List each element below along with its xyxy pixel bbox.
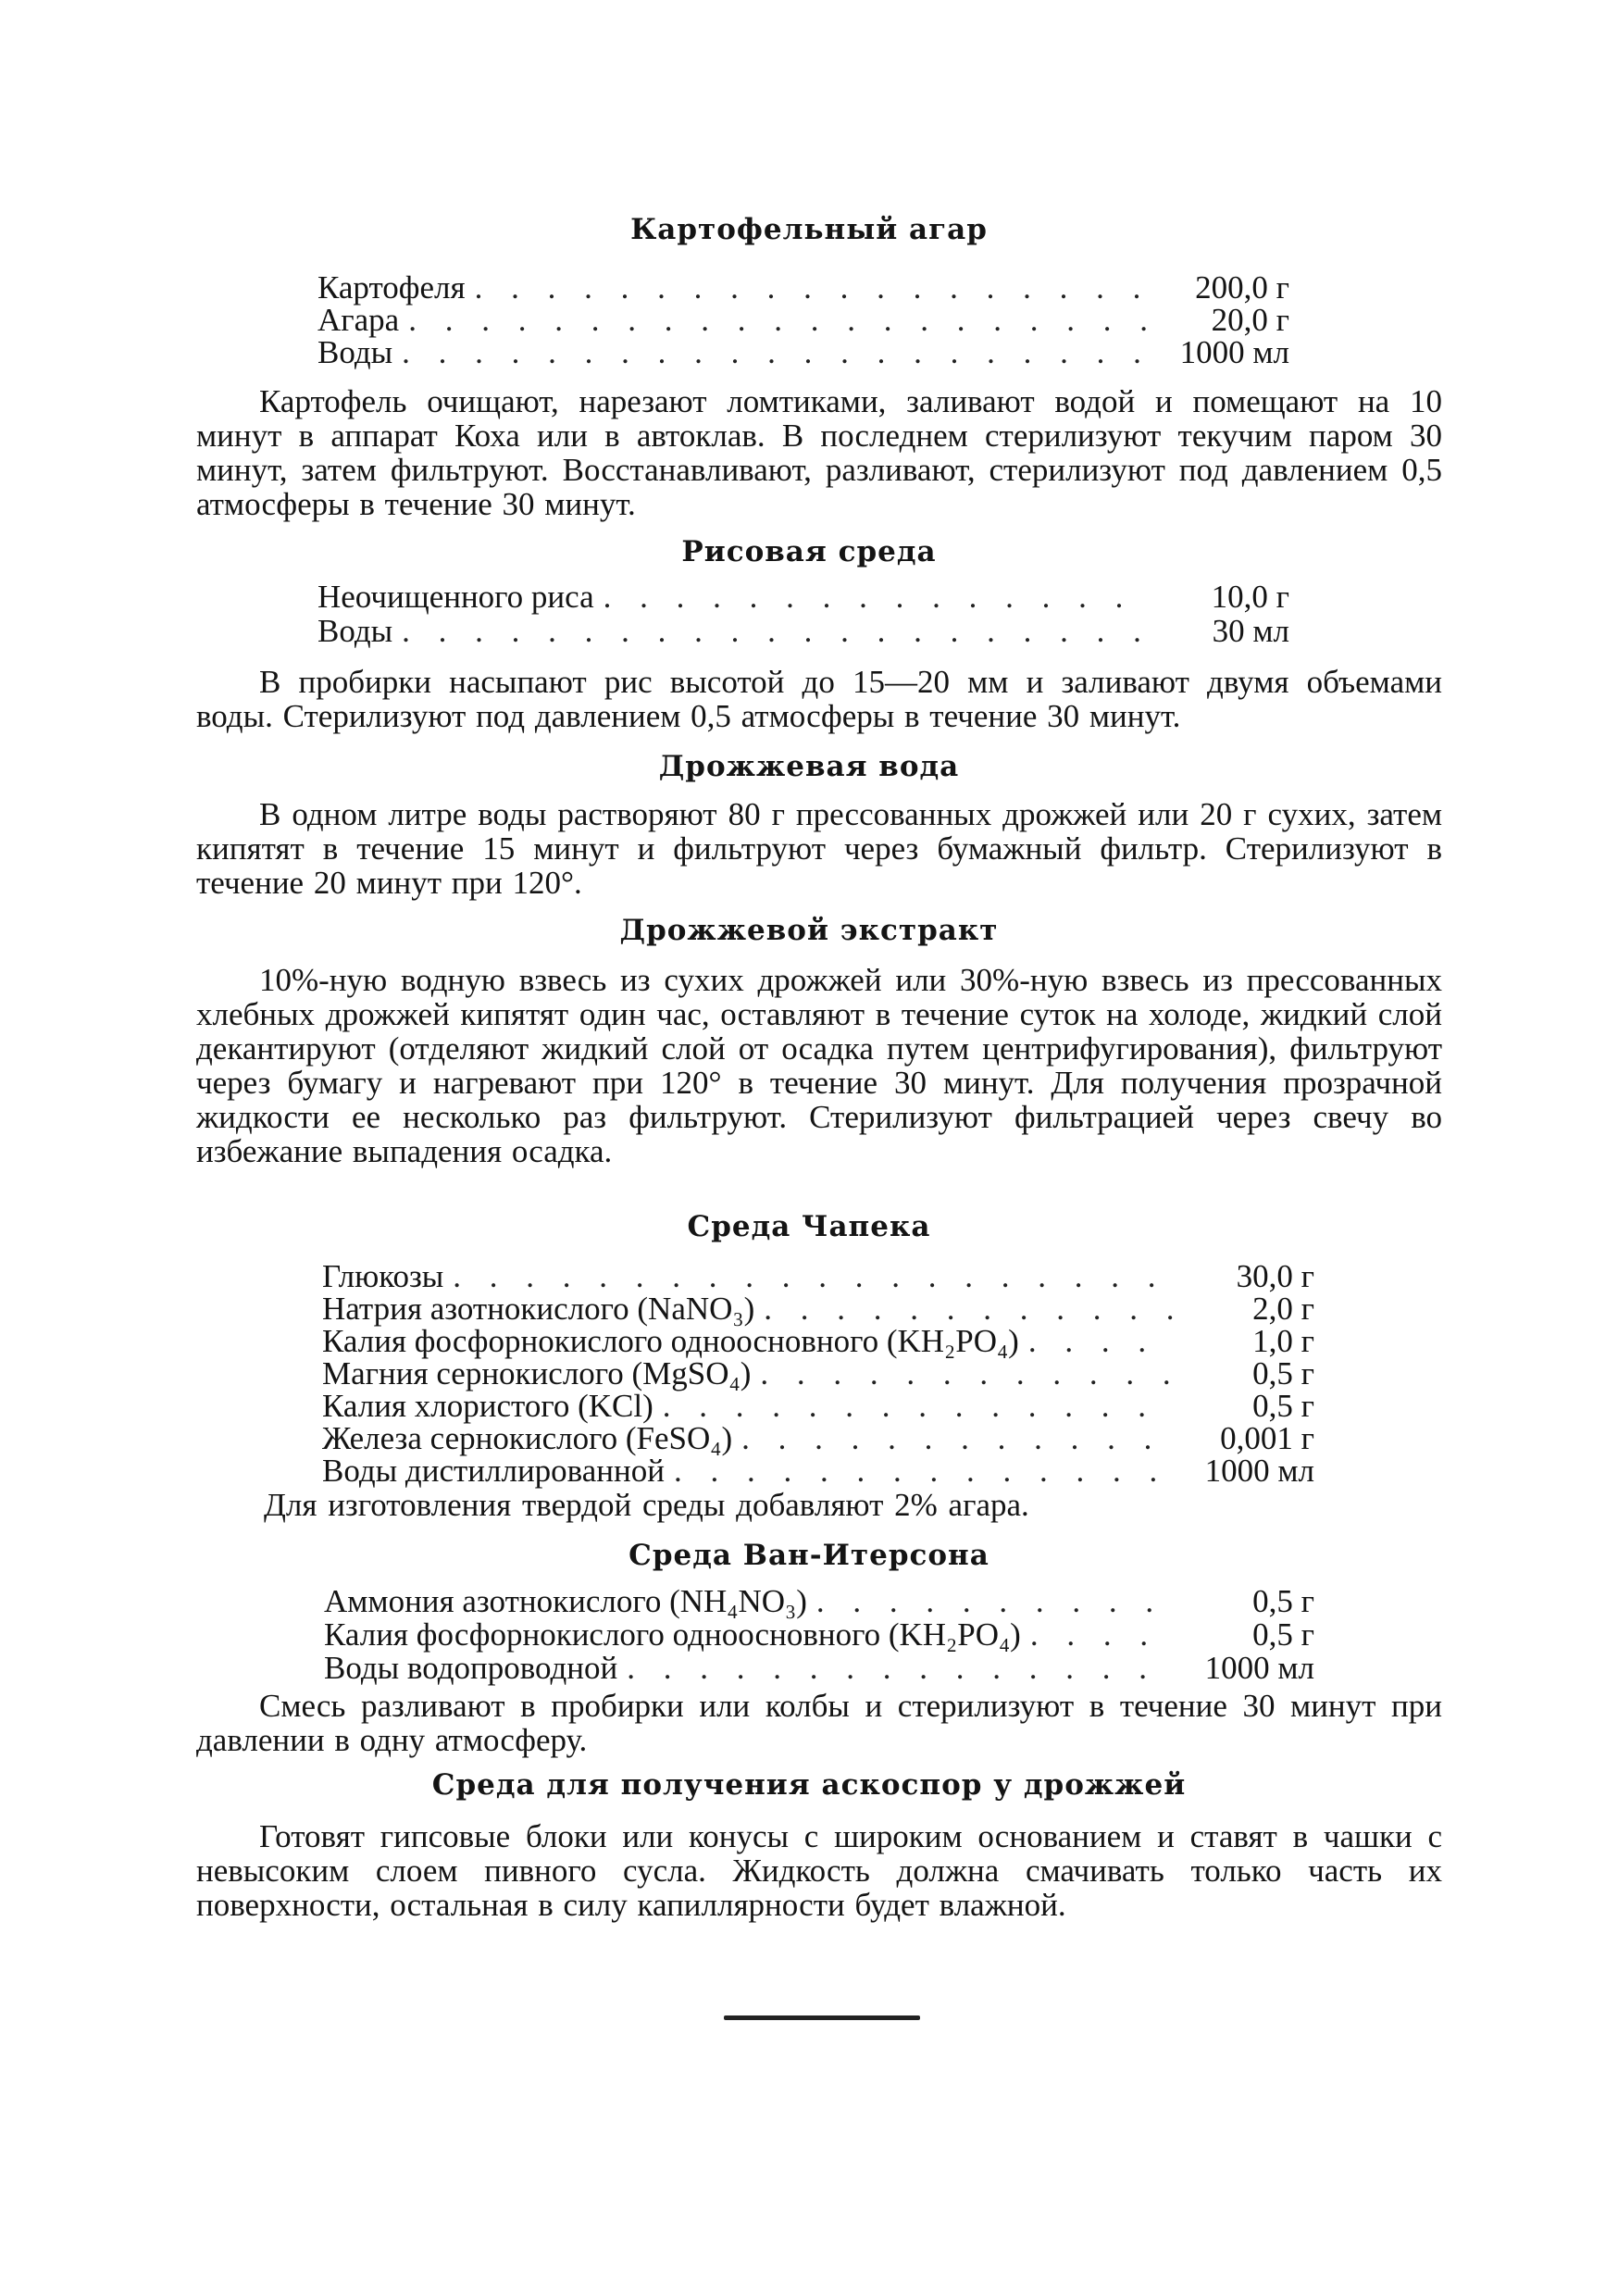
paragraph-text: В одном литре воды растворяют 80 г прессованных дрожжей или 20 г сухих, затем кипятят в течение 15 минут и фильтруют через бумажный фильтр. Стерилизуют в течение 20 минут при 120°. — [196, 796, 1442, 901]
section-paragraph — [196, 963, 1442, 1168]
ingredient-row — [324, 1652, 1314, 1685]
ingredient-amount: 10,0 г — [1211, 579, 1289, 615]
leader-dots — [674, 1454, 1176, 1488]
section-title-yeast-water: Дрожжевая вода — [658, 750, 960, 783]
ingredient-row — [324, 1618, 1314, 1652]
ingredient-name: Агара — [317, 302, 400, 338]
ingredient-name: Калия фосфорнокислого одноосновного (KH₂PO₄) — [324, 1616, 1021, 1653]
leader-dots — [402, 615, 1151, 648]
end-rule-divider — [724, 2015, 920, 2020]
ingredient-amount: 0,5 г — [1252, 1616, 1314, 1653]
ingredient-name: Неочищенного риса — [317, 579, 594, 615]
ingredient-name: Воды — [317, 334, 393, 370]
leader-dots — [816, 1585, 1176, 1618]
section-title-potato-agar: Картофельный агар — [630, 213, 988, 246]
ingredient-row — [317, 615, 1289, 648]
section-paragraph — [196, 1819, 1442, 1922]
ingredient-row — [322, 1325, 1314, 1358]
paragraph-text: Смесь разливают в пробирки или колбы и стерилизуют в течение 30 минут при давлении в одну атмосферу. — [196, 1688, 1442, 1758]
ingredient-row — [317, 580, 1289, 614]
section-title-rice-medium: Рисовая среда — [681, 535, 937, 568]
ingredient-name: Железа сернокислого (FeSO₄) — [322, 1420, 733, 1456]
ingredient-amount: 0,5 г — [1252, 1388, 1314, 1424]
ingredient-name: Магния сернокислого (MgSO₄) — [322, 1355, 752, 1391]
ingredient-row — [322, 1260, 1314, 1293]
leader-dots — [741, 1422, 1176, 1455]
ingredient-amount: 1000 мл — [1179, 334, 1289, 370]
leader-dots — [453, 1260, 1176, 1293]
ingredient-row — [317, 304, 1289, 337]
ingredient-amount: 30,0 г — [1236, 1258, 1314, 1294]
leader-dots — [764, 1292, 1176, 1326]
ingredient-row — [317, 336, 1289, 369]
ingredient-name: Воды — [317, 613, 393, 649]
section-paragraph — [196, 797, 1442, 900]
leader-dots — [408, 304, 1151, 337]
ingredient-name: Глюкозы — [322, 1258, 444, 1294]
ingredient-name: Калия хлористого (KCl) — [322, 1388, 653, 1424]
ingredient-amount: 30 мл — [1212, 613, 1289, 649]
paragraph-text: Картофель очищают, нарезают ломтиками, заливают водой и помещают на 10 минут в аппарат Коха или в автоклав. В последнем стерилизуют текучим паром 30 минут, затем фильтруют. Восстанавливают, разливают, стерилизуют под давлением 0,5 атмосферы в течение 30 минут. — [196, 383, 1442, 522]
leader-dots — [1028, 1325, 1176, 1358]
ingredient-amount: 2,0 г — [1252, 1291, 1314, 1327]
section-paragraph — [196, 384, 1442, 521]
ingredient-amount: 1000 мл — [1204, 1453, 1314, 1489]
leader-dots — [402, 336, 1151, 369]
section-paragraph — [196, 665, 1442, 733]
ingredient-name: Аммония азотнокислого (NH₄NO₃) — [324, 1583, 807, 1619]
paragraph-text: Готовят гипсовые блоки или конусы с широким основанием и ставят в чашки с невысоким слоем пивного сусла. Жидкость должна смачивать только часть их поверхности, остальная в силу капиллярности будет влажной. — [196, 1818, 1442, 1923]
ingredient-amount: 1,0 г — [1252, 1323, 1314, 1359]
ingredient-row — [322, 1292, 1314, 1326]
leader-dots — [475, 271, 1151, 305]
ingredient-name: Картофеля — [317, 269, 466, 306]
ingredient-row — [322, 1422, 1314, 1455]
ingredient-row — [322, 1454, 1314, 1488]
ingredient-amount: 20,0 г — [1211, 302, 1289, 338]
leader-dots — [604, 580, 1151, 614]
ingredient-name: Калия фосфорнокислого одноосновного (KH₂PO₄) — [322, 1323, 1019, 1359]
ingredient-name: Воды дистиллированной — [322, 1453, 665, 1489]
ingredient-amount: 1000 мл — [1204, 1650, 1314, 1686]
section-paragraph — [196, 1689, 1442, 1757]
leader-dots — [663, 1390, 1176, 1423]
ingredient-row — [322, 1357, 1314, 1391]
ingredient-row — [322, 1390, 1314, 1423]
leader-dots — [760, 1357, 1176, 1391]
ingredient-name: Воды водопроводной — [324, 1650, 618, 1686]
ingredient-row — [317, 271, 1289, 305]
ingredient-row — [324, 1585, 1314, 1618]
leader-dots — [627, 1652, 1176, 1685]
paragraph-text: В пробирки насыпают рис высотой до 15—20 мм и заливают двумя объемами воды. Стерилизуют под давлением 0,5 атмосферы в течение 30 минут. — [196, 664, 1442, 734]
ingredient-name: Натрия азотнокислого (NaNO₃) — [322, 1291, 755, 1327]
section-title-ascospore-medium: Среда для получения аскоспор у дрожжей — [431, 1768, 1187, 1802]
ingredient-amount: 200,0 г — [1195, 269, 1289, 306]
section-note: Для изготовления твердой среды добавляют 2% агара. — [264, 1487, 1029, 1523]
paragraph-text: 10%-ную водную взвесь из сухих дрожжей или 30%-ную взвесь из прессованных хлебных дрожжей кипятят один час, оставляют в течение суток на холоде, жидкий слой декантируют (отделяют жидкий слой от осадка путем центрифугирования), фильтруют через бумагу и нагревают при 120° в течение 30 минут. Для получения прозрачной жидкости ее несколько раз фильтруют. Стерилизуют фильтрацией через свечу во избежание выпадения осадка. — [196, 962, 1442, 1169]
leader-dots — [1030, 1618, 1176, 1652]
section-title-yeast-extract: Дрожжевой экстракт — [619, 914, 999, 947]
ingredient-amount: 0,5 г — [1252, 1583, 1314, 1619]
section-title-van-iterson-medium: Среда Ван-Итерсона — [629, 1539, 989, 1572]
section-title-czapek-medium: Среда Чапека — [687, 1210, 931, 1243]
ingredient-amount: 0,001 г — [1220, 1420, 1314, 1456]
ingredient-amount: 0,5 г — [1252, 1355, 1314, 1391]
